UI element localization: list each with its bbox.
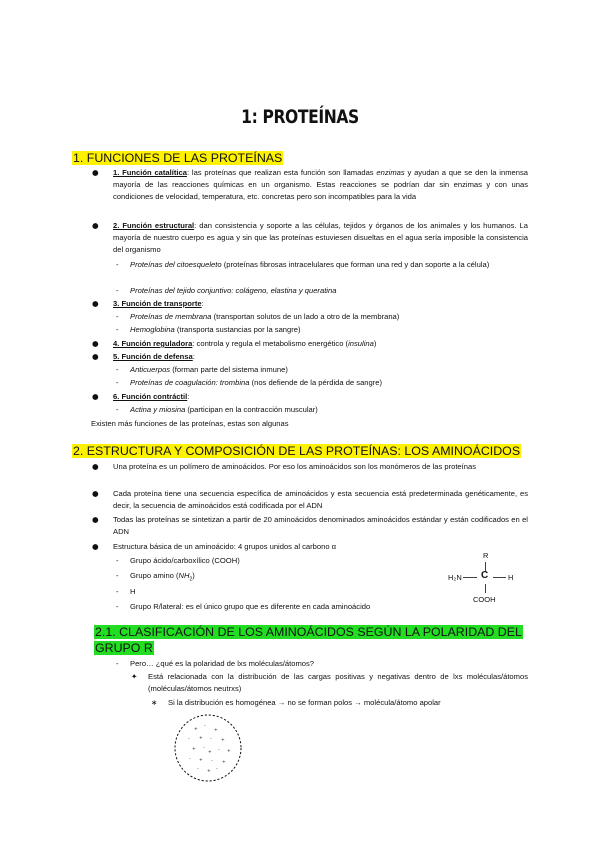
svg-text:+: + [194,727,198,732]
group-carboxyl: Grupo ácido/carboxílico (COOH) [130,556,240,565]
group-hydrogen: H [130,587,136,596]
bullet-icon: ● [92,168,99,177]
function-regulatory: 4. Función reguladora: controla y regula el metabolismo energético (insulina) [113,339,377,348]
molecule-h: H [508,573,514,582]
molecule-r: R [483,551,489,560]
function-catalytic: 1. Función catalítica: las proteínas que realizan esta función son llamadas enzimas y ayudan a que se den la inmensa mayoría de las reacciones químicas en un organismo. Estas reacciones se podrían dar sin enzimas y con unas condiciones de velocidad, temperatura, etc. concretas pero son incompatibles para la vida [113,168,528,201]
bullet-icon: ● [92,221,99,230]
molecule-cooh: COOH [473,595,496,604]
svg-text:-: - [211,759,213,764]
aminoacid-point-4: Estructura básica de un aminoácido: 4 grupos unidos al carbono α [113,542,337,551]
function-contractile: 6. Función contráctil: [113,392,190,401]
structural-sub-1: Proteínas del citoesqueleto (proteínas fibrosas intracelulares que forman una red y dan soporte a la célula) [130,260,490,269]
svg-text:+: + [222,760,226,765]
svg-text:+: + [199,736,203,741]
apolar-molecule-diagram [172,712,244,784]
section-2-1-heading-line-1: 2.1. CLASIFICACIÓN DE LOS AMINOÁCIDOS SEGÚN LA POLARIDAD DEL [95,625,522,639]
group-amino: Grupo amino $(NH_2)$ [130,571,195,583]
bullet-icon: ● [92,339,99,348]
document-page: 1: PROTEÍNAS 1. FUNCIONES DE LAS PROTEÍNAS ● 1. Función catalítica: las proteínas que realizan esta función son llamadas enzimas y ayudan a que se den la inmensa mayoría de las reacciones químicas en un organismo. Estas reacciones se podrían dar sin enzimas y con unas condiciones de velocidad, temperatura, etc. concretas pero son incompatibles para la vida ● 2. Función estructural: dan consistencia y soporte a las células, tejidos y órganos de los animales y los humanos. La mayoría de nuestro cuerpo es agua y sin que las proteínas estuviesen disueltas en el agua sería imposible la consistencia del organismo - Proteínas del citoesqueleto (proteínas fibrosas intracelulares que forman una red y dan soporte a la célula) - Proteínas del tejido conjuntivo: colágeno, elastina y queratina ● 3. Función de transporte: - Proteínas de membrana (transportan solutos de un lado a otro de la membrana) - Hemoglobina (transporta sustancias por la sangre) ● 4. Función reguladora: controla y regula el metabolismo energético (insulina) ● 5. Función de defensa: - Anticuerpos (forman parte del sistema inmune) - Proteínas de coagulación: trombina (nos defiende de la pérdida de sangre) ● 6. Función contráctil: - Actina y miosina (participan en la contracción muscular) Existen más funciones de las proteínas, estas son algunas 2. ESTRUCTURA Y COMPOSICIÓN DE LAS PROTEÍNAS: LOS AMINOÁCIDOS ● Una proteína es un polímero de aminoácidos. Por eso los aminoácidos son los monómeros de las proteínas ● Cada proteína tiene una secuencia específica de aminoácidos y esta secuencia está predeterminada genéticamente, es decir, la secuencia de aminoácidos está codificada por el ADN ● Todas las proteínas se sintetizan a partir de 20 aminoácidos denominados aminoácidos estándar y están codificados en el ADN ● Estructura básica de un aminoácido: 4 grupos unidos al carbono α - Grupo ácido/carboxílico (COOH) - Grupo amino $(NH_2)$ - H - Grupo R/lateral: es el único grupo que es diferente en cada aminoácido R H₂N C H COOH 2.1. CLASIFICACIÓN DE LOS AMINOÁCIDOS SEGÚN LA POLARIDAD DEL GRUPO R - Pero… ¿qué es la polaridad de lxs moléculas/átomos? ✦ Está relacionada con la distribución de las cargas positivas y negativas dentro de lxs moléculas/átomos (moléculas/átomos neutrxs) ∗ Si la distribución es homogénea → no se forman polos → molécula/átomo apolar + - + - + - + + - + - + - + - + - + - [0,0,600,848]
svg-text:-: - [189,757,191,762]
function-defense: 5. Función de defensa: [113,352,195,361]
aminoacid-point-1: Una proteína es un polímero de aminoácidos. Por eso los aminoácidos son los monómeros de las proteínas [113,462,477,471]
bullet-icon: ● [92,392,99,401]
star-bullet-icon: ✦ [131,672,138,681]
polarity-homogeneous: Si la distribución es homogénea → no se forman polos → molécula/átomo apolar [168,698,441,707]
bullet-icon: ● [92,542,99,551]
asterisk-bullet-icon: ∗ [151,698,158,707]
aminoacid-point-2: Cada proteína tiene una secuencia específica de aminoácidos y esta secuencia está predeterminada genéticamente, es decir, la secuencia de aminoácidos está codificada por el ADN [113,489,528,510]
bullet-icon: ● [92,299,99,308]
section-2-heading [72,443,521,459]
group-r: Grupo R/lateral: es el único grupo que es diferente en cada aminoácido [130,602,371,611]
defense-sub-2: Proteínas de coagulación: trombina (nos defiende de la pérdida de sangre) [130,378,383,387]
function-transport: 3. Función de transporte: [113,299,204,308]
polarity-explanation: Está relacionada con la distribución de las cargas positivas y negativas dentro de lxs moléculas/átomos (moléculas/átomos neutrxs) [148,672,528,693]
transport-sub-2: Hemoglobina (transporta sustancias por la sangre) [130,325,301,334]
bullet-icon: ● [92,515,99,524]
bullet-icon: ● [92,462,99,471]
section-2-1-heading-line-2: GRUPO R [95,641,153,655]
svg-text:+: + [207,769,211,774]
svg-text:-: - [210,737,212,742]
bullet-icon: ● [92,352,99,361]
section-1-heading-text: 1. FUNCIONES DE LAS PROTEÍNAS [73,151,283,165]
svg-text:-: - [197,767,199,772]
molecule-h2n: H₂N [448,573,462,582]
defense-sub-1: Anticuerpos (forman parte del sistema inmune) [130,365,288,374]
function-structural: 2. Función estructural: dan consistencia y soporte a las células, tejidos y órganos de los animales y los humanos. La mayoría de nuestro cuerpo es agua y sin que las proteínas estuviesen disueltas en el agua sería imposible la consistencia del organismo [113,221,529,254]
section-1-closing: Existen más funciones de las proteínas, estas son algunas [91,419,289,428]
svg-text:-: - [218,748,220,753]
svg-text:-: - [216,767,218,772]
polarity-question: Pero… ¿qué es la polaridad de lxs moléculas/átomos? [130,659,315,668]
svg-text:+: + [192,747,196,752]
page-title: 1: PROTEÍNAS [241,106,359,128]
contractile-sub-1: Actina y miosina (participan en la contracción muscular) [130,405,318,414]
svg-text:-: - [188,737,190,742]
molecule-bonds [440,550,530,610]
section-2-heading-text: 2. ESTRUCTURA Y COMPOSICIÓN DE LAS PROTEÍNAS: LOS AMINOÁCIDOS [73,444,521,458]
svg-text:+: + [208,750,212,755]
section-2-1-heading [94,624,523,656]
molecule-carbon: C [481,570,489,581]
svg-text:+: + [199,758,203,763]
svg-text:-: - [203,746,205,751]
svg-text:+: + [221,738,225,743]
bullet-icon: ● [92,489,99,498]
svg-text:+: + [227,749,231,754]
svg-text:-: - [204,724,206,729]
svg-text:+: + [214,728,218,733]
aminoacid-point-3: Todas las proteínas se sintetizan a partir de 20 aminoácidos denominados aminoácidos estándar y están codificados en el ADN [113,515,528,536]
structural-sub-2: Proteínas del tejido conjuntivo: colágeno, elastina y queratina [130,286,337,295]
transport-sub-1: Proteínas de membrana (transportan solutos de un lado a otro de la membrana) [130,312,400,321]
section-1-heading [72,150,283,166]
